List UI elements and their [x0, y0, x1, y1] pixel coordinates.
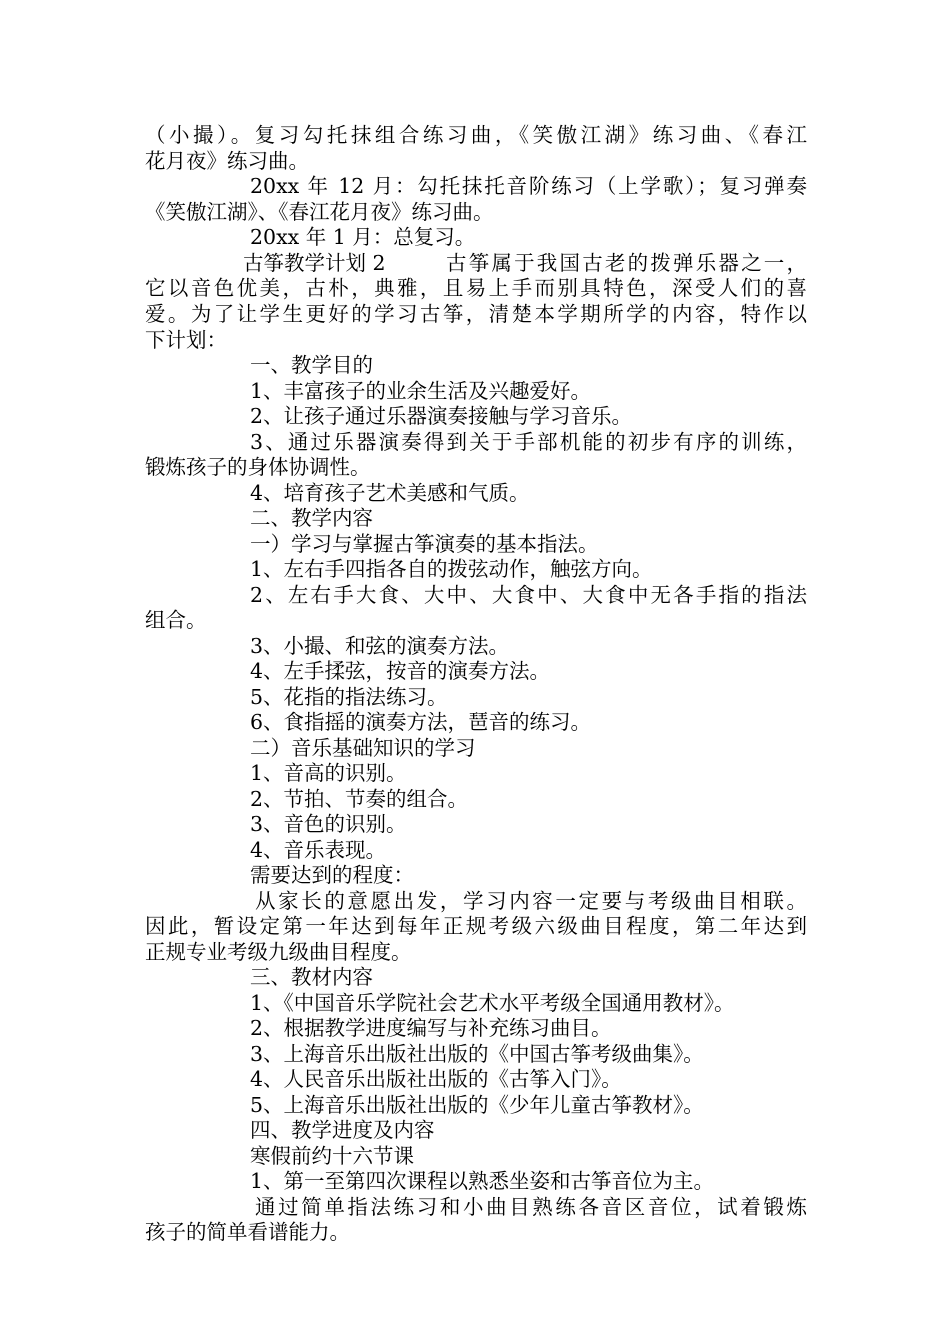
text-line: 20xx 年 12 月：勾托抹托音阶练习（上学歌）；复习弹奏	[250, 174, 807, 198]
text-line: 花月夜》练习曲。	[145, 149, 309, 173]
text-line: 因此，暂设定第一年达到每年正规考级六级曲目程度，第二年达到	[145, 914, 807, 938]
text-line: 通过简单指法练习和小曲目熟练各音区音位，试着锻炼	[255, 1195, 807, 1219]
section-title: 古筝教学计划 2	[243, 251, 386, 275]
subheading: 二）音乐基础知识的学习	[250, 736, 476, 760]
text-line: 锻炼孩子的身体协调性。	[145, 455, 371, 479]
text-line: 下计划：	[145, 328, 227, 352]
list-item: 6、食指摇的演奏方法，琶音的练习。	[250, 710, 592, 734]
text-line: （小撮）。复习勾托抹组合练习曲，《笑傲江湖》练习曲、《春江	[145, 123, 807, 147]
heading-progress: 四、教学进度及内容	[250, 1118, 435, 1142]
text-line: 从家长的意愿出发，学习内容一定要与考级曲目相联。	[255, 889, 807, 913]
list-item: 3、小撮、和弦的演奏方法。	[250, 634, 510, 658]
list-item: 4、左手揉弦，按音的演奏方法。	[250, 659, 551, 683]
text-line: 爱。为了让学生更好的学习古筝，清楚本学期所学的内容，特作以	[145, 302, 807, 326]
list-item: 4、培育孩子艺术美感和气质。	[250, 481, 530, 505]
list-item: 4、音乐表现。	[250, 838, 387, 862]
list-item: 3、通过乐器演奏得到关于手部机能的初步有序的训练，	[250, 430, 807, 454]
subheading: 一）学习与掌握古筝演奏的基本指法。	[250, 532, 599, 556]
heading-materials: 三、教材内容	[250, 965, 373, 989]
list-item: 3、上海音乐出版社出版的《中国古筝考级曲集》。	[250, 1042, 704, 1066]
list-item: 4、人民音乐出版社出版的《古筝入门》。	[250, 1067, 622, 1091]
list-item: 1、左右手四指各自的拨弦动作，触弦方向。	[250, 557, 653, 581]
text-line: 组合。	[145, 608, 207, 632]
list-item: 2、左右手大食、大中、大食中、大食中无各手指的指法	[250, 583, 807, 607]
heading-teaching-goals: 一、教学目的	[250, 353, 373, 377]
list-item: 1、第一至第四次课程以熟悉坐姿和古筝音位为主。	[250, 1169, 715, 1193]
list-item: 1、丰富孩子的业余生活及兴趣爱好。	[250, 379, 592, 403]
text-line: 古筝属于我国古老的拨弹乐器之一，	[446, 251, 807, 275]
heading-teaching-content: 二、教学内容	[250, 506, 373, 530]
list-item: 1、《中国音乐学院社会艺术水平考级全国通用教材》。	[250, 991, 735, 1015]
text-line: 孩子的简单看谱能力。	[145, 1220, 350, 1244]
list-item: 5、上海音乐出版社出版的《少年儿童古筝教材》。	[250, 1093, 704, 1117]
list-item: 3、音色的识别。	[250, 812, 407, 836]
text-line: 正规专业考级九级曲目程度。	[145, 940, 412, 964]
text-line: 需要达到的程度：	[250, 863, 414, 887]
list-item: 5、花指的指法练习。	[250, 685, 448, 709]
list-item: 1、音高的识别。	[250, 761, 407, 785]
list-item: 2、根据教学进度编写与补充练习曲目。	[250, 1016, 612, 1040]
text-line: 寒假前约十六节课	[250, 1144, 414, 1168]
list-item: 2、让孩子通过乐器演奏接触与学习音乐。	[250, 404, 633, 428]
text-line: 20xx 年 1 月：总复习。	[250, 225, 476, 249]
list-item: 2、节拍、节奏的组合。	[250, 787, 469, 811]
text-line: 《笑傲江湖》、《春江花月夜》练习曲。	[145, 200, 494, 224]
text-line: 它以音色优美，古朴，典雅，且易上手而别具特色，深受人们的喜	[145, 276, 807, 300]
